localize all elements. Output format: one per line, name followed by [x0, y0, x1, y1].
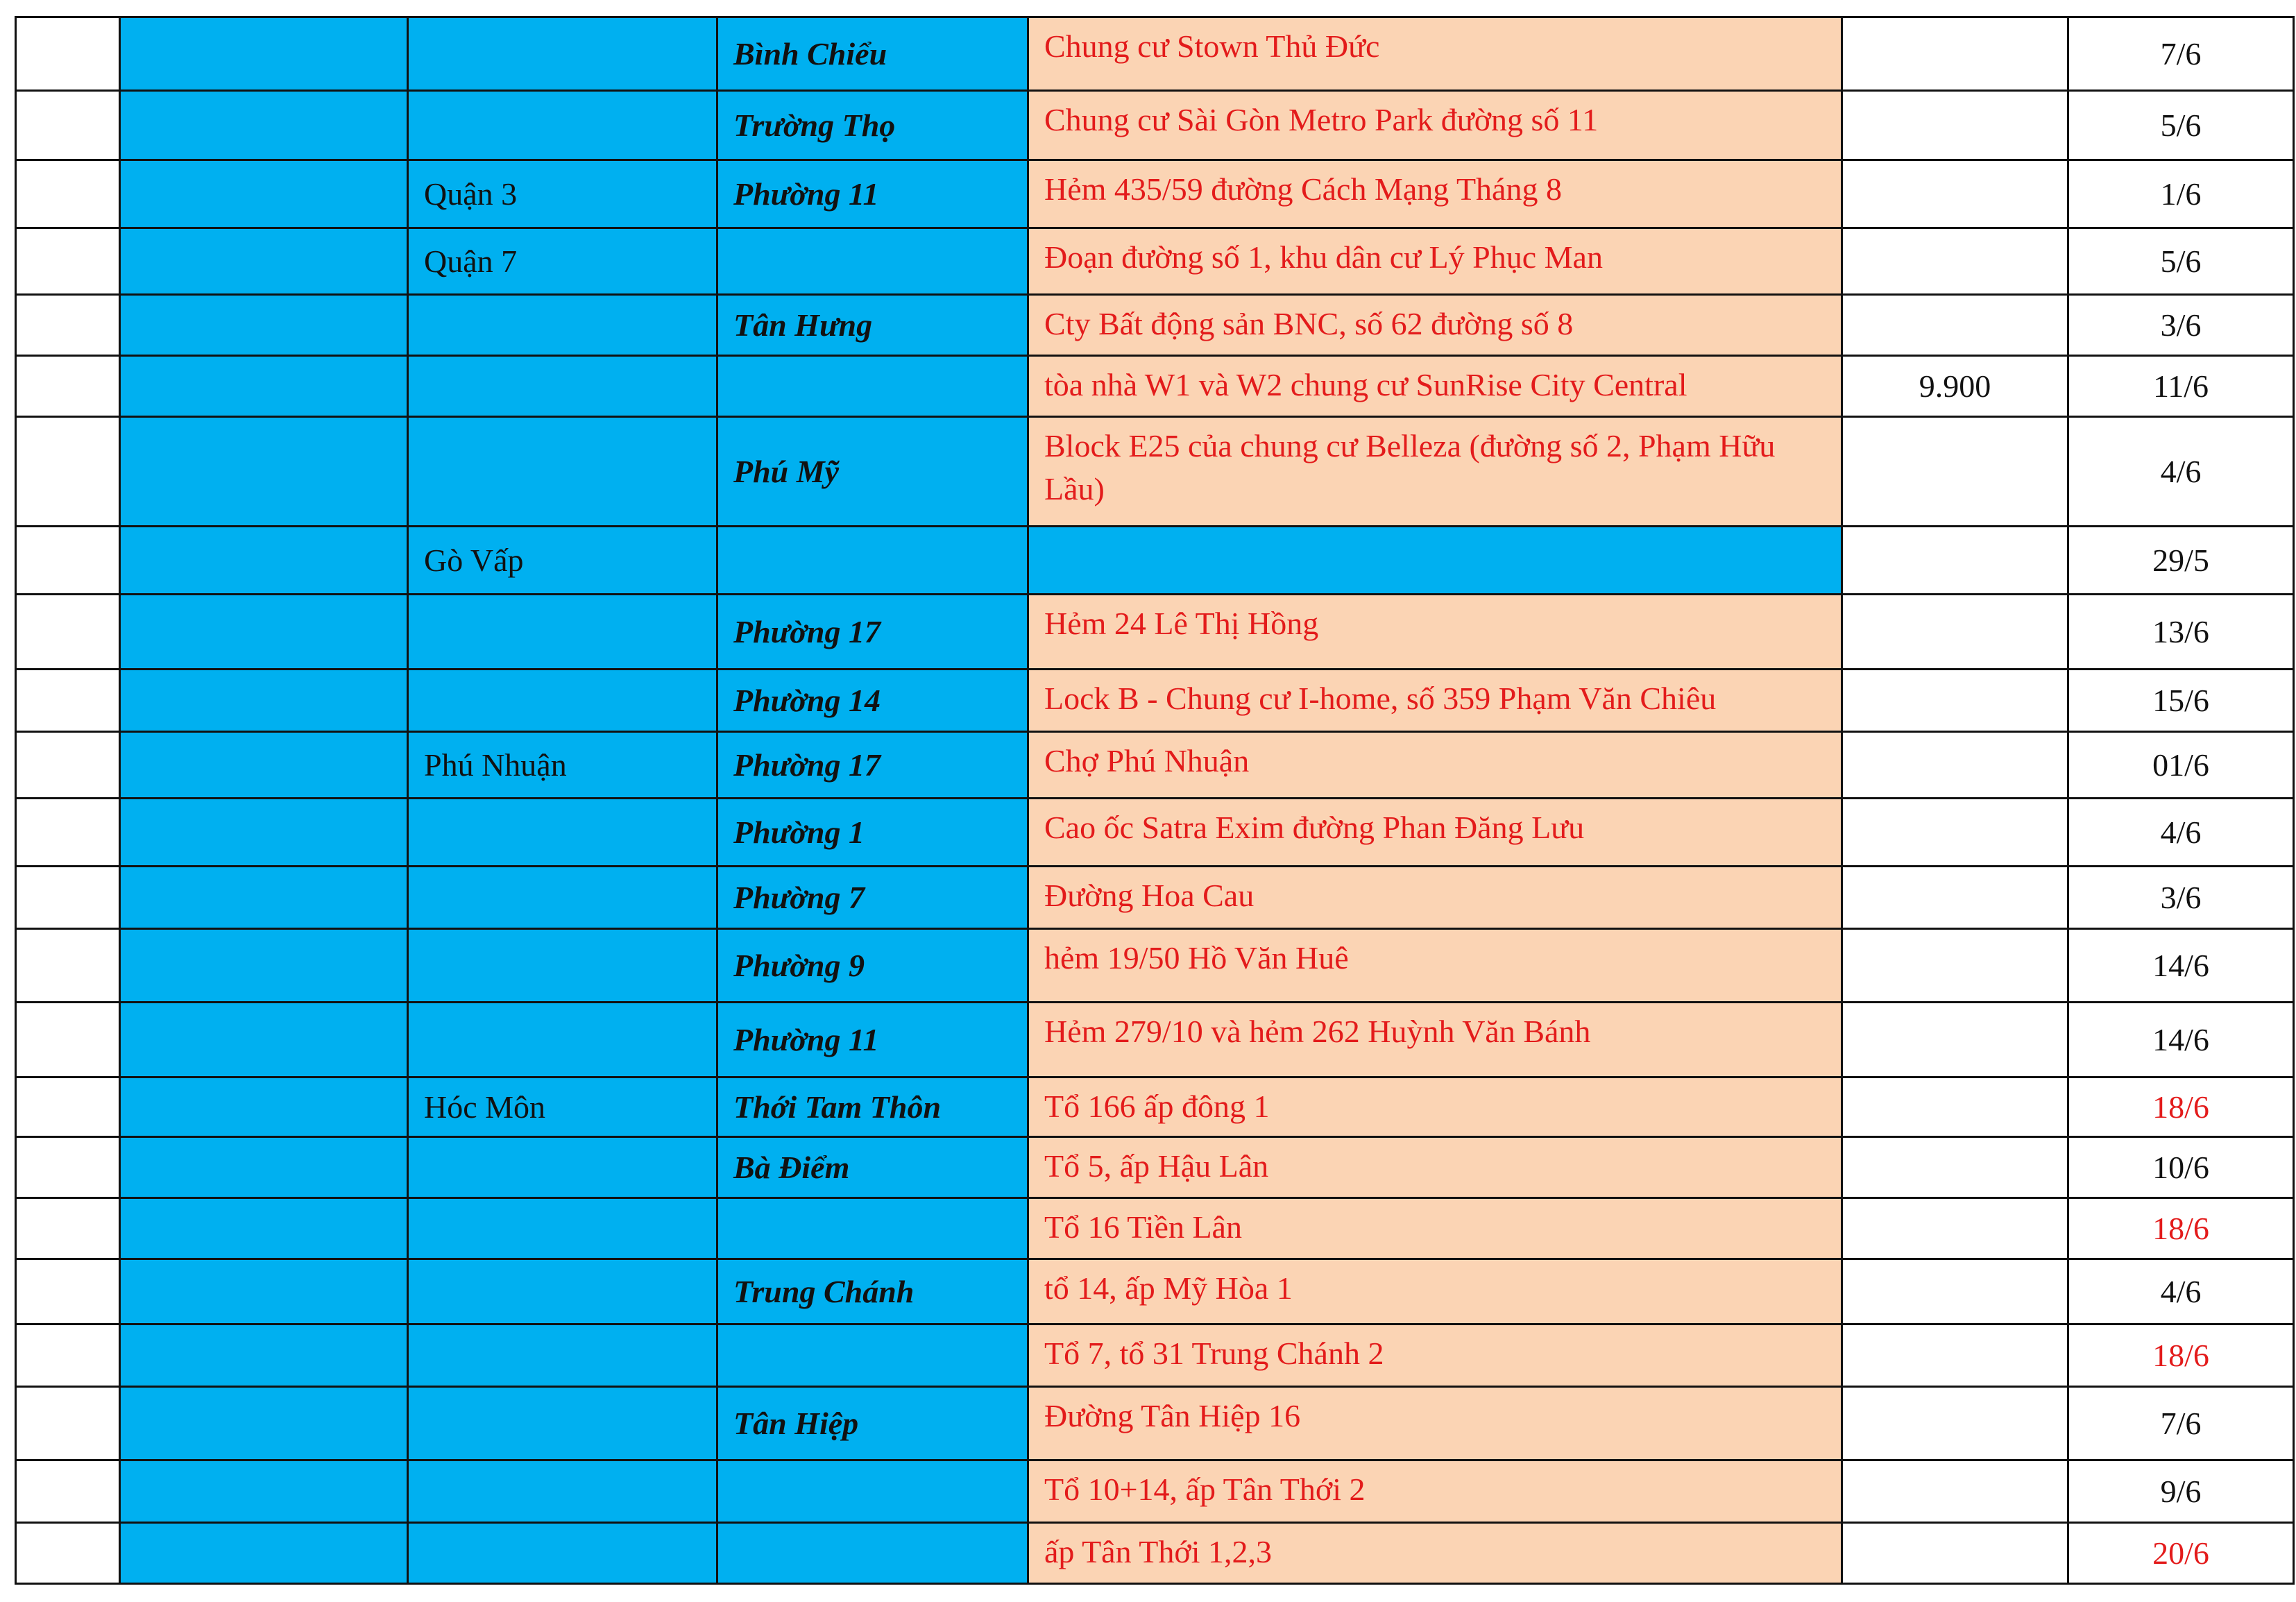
ward-cell[interactable]: Bà Điểm — [717, 1137, 1028, 1198]
count-cell[interactable] — [1842, 228, 2068, 295]
blank-blue-cell[interactable] — [120, 1259, 408, 1324]
index-cell[interactable] — [16, 1523, 120, 1584]
outbreak-locations-table — [15, 16, 2295, 1585]
location-cell[interactable] — [1028, 670, 1842, 732]
location-cell[interactable] — [1028, 17, 1842, 91]
location-text: Đường Tân Hiệp 16 — [1044, 1398, 1301, 1433]
date-cell[interactable]: 9/6 — [2068, 1460, 2294, 1523]
location-text: hẻm 19/50 Hồ Văn Huê — [1044, 940, 1349, 975]
count-cell[interactable] — [1842, 595, 2068, 670]
index-cell[interactable] — [16, 160, 120, 228]
location-cell[interactable] — [1028, 356, 1842, 417]
index-cell[interactable] — [16, 1003, 120, 1077]
count-cell[interactable] — [1842, 1259, 2068, 1324]
count-cell[interactable] — [1842, 670, 2068, 732]
ward-cell[interactable]: Tân Hưng — [717, 295, 1028, 356]
ward-cell[interactable]: Trường Thọ — [717, 91, 1028, 160]
date-cell[interactable]: 18/6 — [2068, 1077, 2294, 1137]
index-cell[interactable] — [16, 295, 120, 356]
location-cell[interactable] — [1028, 1387, 1842, 1460]
location-text: Chung cư Sài Gòn Metro Park đường số 11 — [1044, 102, 1599, 137]
index-cell[interactable] — [16, 1324, 120, 1387]
index-cell[interactable] — [16, 867, 120, 929]
location-cell[interactable] — [1028, 1523, 1842, 1584]
blank-blue-cell[interactable] — [120, 1324, 408, 1387]
count-cell[interactable] — [1842, 929, 2068, 1003]
blank-blue-cell[interactable] — [120, 1460, 408, 1523]
blank-blue-cell[interactable] — [120, 417, 408, 527]
location-text: Block E25 của chung cư Belleza (đường số 2, Phạm Hữu Lầu) — [1044, 428, 1776, 506]
ward-cell[interactable] — [717, 1324, 1028, 1387]
location-cell[interactable] — [1028, 929, 1842, 1003]
table-row — [16, 1523, 2294, 1584]
district-cell[interactable] — [408, 799, 717, 867]
table-row — [16, 732, 2294, 799]
location-cell[interactable] — [1028, 295, 1842, 356]
date-cell[interactable]: 11/6 — [2068, 356, 2294, 417]
district-cell[interactable] — [408, 1523, 717, 1584]
district-cell[interactable] — [408, 1198, 717, 1259]
location-cell[interactable] — [1028, 1137, 1842, 1198]
location-cell[interactable] — [1028, 527, 1842, 595]
blank-blue-cell[interactable] — [120, 17, 408, 91]
location-text: Hẻm 279/10 và hẻm 262 Huỳnh Văn Bánh — [1044, 1014, 1591, 1049]
location-text: Đoạn đường số 1, khu dân cư Lý Phục Man — [1044, 239, 1603, 275]
blank-blue-cell[interactable] — [120, 1003, 408, 1077]
table-row — [16, 1198, 2294, 1259]
blank-blue-cell[interactable] — [120, 1198, 408, 1259]
table-row — [16, 1460, 2294, 1523]
count-cell[interactable] — [1842, 799, 2068, 867]
date-cell[interactable]: 4/6 — [2068, 799, 2294, 867]
location-cell[interactable] — [1028, 160, 1842, 228]
index-cell[interactable] — [16, 527, 120, 595]
blank-blue-cell[interactable] — [120, 929, 408, 1003]
ward-cell[interactable]: Phường 9 — [717, 929, 1028, 1003]
table-row — [16, 1324, 2294, 1387]
district-cell[interactable] — [408, 1324, 717, 1387]
blank-blue-cell[interactable] — [120, 160, 408, 228]
count-cell[interactable] — [1842, 160, 2068, 228]
location-text: Tổ 16 Tiền Lân — [1044, 1209, 1242, 1245]
location-text: Cty Bất động sản BNC, số 62 đường số 8 — [1044, 306, 1574, 341]
blank-blue-cell[interactable] — [120, 356, 408, 417]
district-cell[interactable]: Hóc Môn — [408, 1077, 717, 1137]
blank-blue-cell[interactable] — [120, 1523, 408, 1584]
district-cell[interactable] — [408, 295, 717, 356]
blank-blue-cell[interactable] — [120, 867, 408, 929]
table-row — [16, 670, 2294, 732]
district-cell[interactable] — [408, 1460, 717, 1523]
index-cell[interactable] — [16, 1387, 120, 1460]
date-cell[interactable]: 7/6 — [2068, 17, 2294, 91]
date-cell[interactable]: 5/6 — [2068, 91, 2294, 160]
location-cell[interactable] — [1028, 228, 1842, 295]
date-cell[interactable]: 3/6 — [2068, 295, 2294, 356]
location-text: Chợ Phú Nhuận — [1044, 743, 1250, 778]
index-cell[interactable] — [16, 1460, 120, 1523]
district-cell[interactable] — [408, 91, 717, 160]
location-cell[interactable] — [1028, 1460, 1842, 1523]
count-cell[interactable]: 9.900 — [1842, 356, 2068, 417]
date-cell[interactable]: 4/6 — [2068, 417, 2294, 527]
table-row — [16, 527, 2294, 595]
table-row — [16, 228, 2294, 295]
count-cell[interactable] — [1842, 1324, 2068, 1387]
location-text: Tổ 10+14, ấp Tân Thới 2 — [1044, 1472, 1366, 1507]
blank-blue-cell[interactable] — [120, 1137, 408, 1198]
date-cell[interactable]: 10/6 — [2068, 1137, 2294, 1198]
location-cell[interactable] — [1028, 595, 1842, 670]
blank-blue-cell[interactable] — [120, 732, 408, 799]
table-row — [16, 417, 2294, 527]
district-cell[interactable] — [408, 1003, 717, 1077]
blank-blue-cell[interactable] — [120, 295, 408, 356]
location-cell[interactable] — [1028, 1259, 1842, 1324]
index-cell[interactable] — [16, 1137, 120, 1198]
ward-cell[interactable]: Tân Hiệp — [717, 1387, 1028, 1460]
index-cell[interactable] — [16, 1198, 120, 1259]
location-text: Tổ 5, ấp Hậu Lân — [1044, 1148, 1269, 1184]
location-cell[interactable] — [1028, 417, 1842, 527]
district-cell[interactable] — [408, 356, 717, 417]
table-row — [16, 867, 2294, 929]
date-cell[interactable]: 1/6 — [2068, 160, 2294, 228]
ward-cell[interactable] — [717, 1198, 1028, 1259]
table-row — [16, 1137, 2294, 1198]
index-cell[interactable] — [16, 17, 120, 91]
location-text: tòa nhà W1 và W2 chung cư SunRise City Central — [1044, 367, 1687, 402]
blank-blue-cell[interactable] — [120, 799, 408, 867]
index-cell[interactable] — [16, 670, 120, 732]
table-row — [16, 1077, 2294, 1137]
count-cell[interactable] — [1842, 1077, 2068, 1137]
location-text: Lock B - Chung cư I-home, số 359 Phạm Văn Chiêu — [1044, 681, 1717, 716]
date-cell[interactable]: 20/6 — [2068, 1523, 2294, 1584]
district-cell[interactable] — [408, 1137, 717, 1198]
location-cell[interactable] — [1028, 867, 1842, 929]
count-cell[interactable] — [1842, 17, 2068, 91]
district-cell[interactable]: Phú Nhuận — [408, 732, 717, 799]
ward-cell[interactable] — [717, 1523, 1028, 1584]
location-cell[interactable] — [1028, 1198, 1842, 1259]
count-cell[interactable] — [1842, 1198, 2068, 1259]
date-cell[interactable]: 29/5 — [2068, 527, 2294, 595]
location-text: Hẻm 24 Lê Thị Hồng — [1044, 606, 1319, 641]
ward-cell[interactable] — [717, 1460, 1028, 1523]
location-text: Tổ 166 ấp đông 1 — [1044, 1089, 1270, 1124]
index-cell[interactable] — [16, 929, 120, 1003]
district-cell[interactable]: Gò Vấp — [408, 527, 717, 595]
blank-blue-cell[interactable] — [120, 527, 408, 595]
count-cell[interactable] — [1842, 732, 2068, 799]
table-row — [16, 295, 2294, 356]
location-cell[interactable] — [1028, 1003, 1842, 1077]
count-cell[interactable] — [1842, 1387, 2068, 1460]
district-cell[interactable] — [408, 17, 717, 91]
count-cell[interactable] — [1842, 295, 2068, 356]
ward-cell[interactable]: Phường 1 — [717, 799, 1028, 867]
date-cell[interactable]: 14/6 — [2068, 1003, 2294, 1077]
location-text: ấp Tân Thới 1,2,3 — [1044, 1534, 1272, 1569]
index-cell[interactable] — [16, 595, 120, 670]
district-cell[interactable] — [408, 1387, 717, 1460]
date-cell[interactable]: 13/6 — [2068, 595, 2294, 670]
district-cell[interactable] — [408, 929, 717, 1003]
index-cell[interactable] — [16, 356, 120, 417]
location-text: Cao ốc Satra Exim đường Phan Đăng Lưu — [1044, 810, 1585, 845]
index-cell[interactable] — [16, 228, 120, 295]
blank-blue-cell[interactable] — [120, 1077, 408, 1137]
table-row — [16, 595, 2294, 670]
date-cell[interactable]: 01/6 — [2068, 732, 2294, 799]
count-cell[interactable] — [1842, 91, 2068, 160]
index-cell[interactable] — [16, 732, 120, 799]
table-row — [16, 1259, 2294, 1324]
index-cell[interactable] — [16, 799, 120, 867]
index-cell[interactable] — [16, 417, 120, 527]
ward-cell[interactable]: Bình Chiểu — [717, 17, 1028, 91]
ward-cell[interactable]: Phường 7 — [717, 867, 1028, 929]
table-row — [16, 1003, 2294, 1077]
table-row — [16, 356, 2294, 417]
district-cell[interactable] — [408, 595, 717, 670]
table-row — [16, 17, 2294, 91]
district-cell[interactable] — [408, 1259, 717, 1324]
blank-blue-cell[interactable] — [120, 91, 408, 160]
ward-cell[interactable]: Trung Chánh — [717, 1259, 1028, 1324]
location-text: Tổ 7, tổ 31 Trung Chánh 2 — [1044, 1336, 1384, 1371]
count-cell[interactable] — [1842, 527, 2068, 595]
location-text: Chung cư Stown Thủ Đức — [1044, 28, 1380, 64]
district-cell[interactable] — [408, 670, 717, 732]
table-row — [16, 799, 2294, 867]
ward-cell[interactable]: Thới Tam Thôn — [717, 1077, 1028, 1137]
blank-blue-cell[interactable] — [120, 1387, 408, 1460]
blank-blue-cell[interactable] — [120, 670, 408, 732]
ward-cell[interactable] — [717, 228, 1028, 295]
count-cell[interactable] — [1842, 1523, 2068, 1584]
ward-cell[interactable]: Phường 14 — [717, 670, 1028, 732]
ward-cell[interactable]: Phường 17 — [717, 595, 1028, 670]
ward-cell[interactable]: Phường 11 — [717, 1003, 1028, 1077]
count-cell[interactable] — [1842, 417, 2068, 527]
count-cell[interactable] — [1842, 1460, 2068, 1523]
date-cell[interactable]: 3/6 — [2068, 867, 2294, 929]
district-cell[interactable]: Quận 3 — [408, 160, 717, 228]
location-text: Đường Hoa Cau — [1044, 878, 1255, 913]
location-text: Hẻm 435/59 đường Cách Mạng Tháng 8 — [1044, 171, 1562, 207]
blank-blue-cell[interactable] — [120, 228, 408, 295]
table-row — [16, 929, 2294, 1003]
table-row — [16, 91, 2294, 160]
date-cell[interactable]: 15/6 — [2068, 670, 2294, 732]
date-cell[interactable]: 7/6 — [2068, 1387, 2294, 1460]
table-body — [16, 17, 2294, 1584]
district-cell[interactable] — [408, 417, 717, 527]
date-cell[interactable]: 14/6 — [2068, 929, 2294, 1003]
district-cell[interactable]: Quận 7 — [408, 228, 717, 295]
ward-cell[interactable]: Phú Mỹ — [717, 417, 1028, 527]
location-cell[interactable] — [1028, 799, 1842, 867]
count-cell[interactable] — [1842, 1137, 2068, 1198]
ward-cell[interactable] — [717, 527, 1028, 595]
date-cell[interactable]: 5/6 — [2068, 228, 2294, 295]
location-cell[interactable] — [1028, 91, 1842, 160]
table-row — [16, 1387, 2294, 1460]
ward-cell[interactable] — [717, 356, 1028, 417]
location-cell[interactable] — [1028, 732, 1842, 799]
location-cell[interactable] — [1028, 1077, 1842, 1137]
index-cell[interactable] — [16, 1259, 120, 1324]
district-cell[interactable] — [408, 867, 717, 929]
table-row — [16, 160, 2294, 228]
location-text: tổ 14, ấp Mỹ Hòa 1 — [1044, 1270, 1293, 1306]
location-cell[interactable] — [1028, 1324, 1842, 1387]
date-cell[interactable]: 18/6 — [2068, 1198, 2294, 1259]
count-cell[interactable] — [1842, 1003, 2068, 1077]
ward-cell[interactable]: Phường 17 — [717, 732, 1028, 799]
index-cell[interactable] — [16, 1077, 120, 1137]
date-cell[interactable]: 18/6 — [2068, 1324, 2294, 1387]
count-cell[interactable] — [1842, 867, 2068, 929]
blank-blue-cell[interactable] — [120, 595, 408, 670]
index-cell[interactable] — [16, 91, 120, 160]
date-cell[interactable]: 4/6 — [2068, 1259, 2294, 1324]
ward-cell[interactable]: Phường 11 — [717, 160, 1028, 228]
